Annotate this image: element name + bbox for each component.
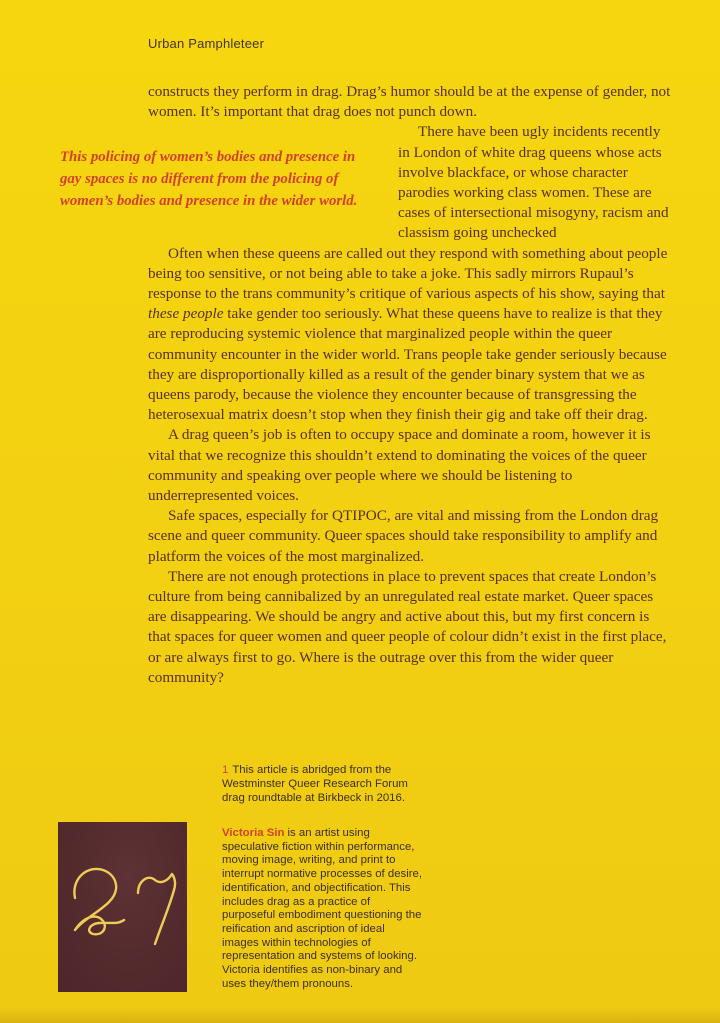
author-bio-text: is an artist using speculative fiction within performance, moving image, writing, and print to interrupt normative processes of desire, identification, and objectification. This includes drag as a practice of purposeful embodiment questioning the reification and ascription of ideal images within technologies of representation and systems of looking. Victoria identifies as non-binary and uses they/them pronouns. bbox=[222, 827, 423, 990]
digit-2-glyph bbox=[74, 869, 124, 934]
author-bio bbox=[222, 827, 424, 991]
running-header: Urban Pamphleteer bbox=[148, 36, 265, 51]
paragraph-incidents: There have been ugly incidents recently in London of white drag queens whose acts involve blackface, or whose character parodies working class women. These are cases of intersectional misogyny, racism and classism going unchecked bbox=[398, 123, 669, 242]
paragraph-queens-text: take gender too seriously. What these queens have to realize is that they are reproducing systemic violence that marginalized people within the queer community encounter in the wider world. Trans people take gender seriously because they are disproportionally killed as a result of the gender binary system that we as queens parody, because the violence they encounter because of transgressing the heterosexual matrix doesn’t stop when they finish their gig and take off their drag. bbox=[148, 305, 667, 424]
paragraph-with-pullquote bbox=[60, 122, 672, 243]
paragraph-intro: constructs they perform in drag. Drag’s humor should be at the expense of gender, not women. It’s important that drag does not punch down. bbox=[148, 83, 671, 121]
page-bottom-shadow bbox=[0, 1007, 720, 1023]
footnote-marker: 1 bbox=[222, 764, 229, 776]
footnote-text: This article is abridged from the Westminster Queer Research Forum drag roundtable at Birkbeck in 2016. bbox=[222, 764, 408, 804]
paragraph-queens bbox=[148, 244, 672, 426]
digit-7-glyph bbox=[138, 874, 175, 944]
article-body bbox=[60, 82, 672, 688]
footnote bbox=[222, 764, 420, 805]
pull-quote-line: This policing of women’s bodies and presence in bbox=[60, 149, 356, 166]
page-number-box bbox=[58, 822, 187, 992]
pull-quote-line: gay spaces is no different from the policing of bbox=[60, 171, 339, 187]
paragraph-drag-job: A drag queen’s job is often to occupy space and dominate a room, however it is vital that we recognize this shouldn’t extend to dominating the voices of the queer community and speaking over people where we should be listening to underrepresented voices. bbox=[148, 426, 651, 505]
pull-quote-line: women’s bodies and presence in the wider world. bbox=[60, 192, 358, 209]
paragraph-queens-text: Often when these queens are called out they respond with something about people being too sensitive, or not being able to take a joke. This sadly mirrors Rupaul’s response to the trans community’s critique of various aspects of his show, saying that bbox=[148, 244, 668, 303]
italic-phrase: these people bbox=[148, 305, 224, 323]
page-number-glyph bbox=[58, 822, 187, 992]
author-name: Victoria Sin bbox=[222, 827, 285, 839]
paragraph-safe-spaces: Safe spaces, especially for QTIPOC, are vital and missing from the London drag scene and queer community. Queer spaces should take responsibility to amplify and platform the voices of the most marginalized. bbox=[148, 507, 659, 565]
pull-quote bbox=[60, 122, 390, 234]
paragraph-protections: There are not enough protections in place to prevent spaces that create London’s culture from being cannibalized by an unregulated real estate market. Queer spaces are disappearing. We should be angry and active about this, but my first concern is that spaces for queer women and queer people of colour didn’t exist in the first place, or are always first to go. Where is the outrage over this from the wider queer community? bbox=[148, 567, 667, 686]
